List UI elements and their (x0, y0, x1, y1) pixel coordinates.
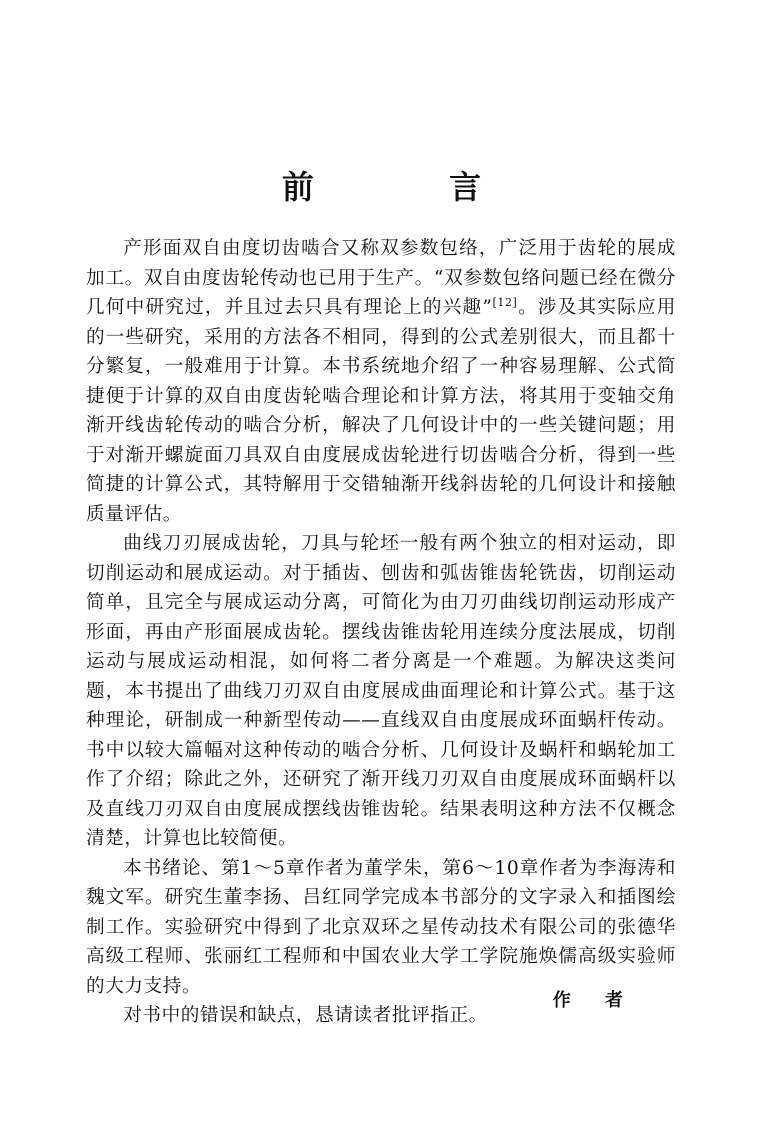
preface-body (86, 234, 676, 1031)
paragraph-3: 本书绪论、第1～5章作者为董学朱，第6～10章作者为李海涛和魏文军。研究生董李扬、吕红同学完成本书部分的文字录入和插图绘制工作。实验研究中得到了北京双环之星传动技术有限公司的张德华高级工程师、张丽红工程师和中国农业大学工学院施焕儒高级实验师的大力支持。 (86, 857, 676, 997)
paragraph-1-text-a: 产形面双自由度切齿啮合又称双参数包络，广泛用于齿轮的展成加工。双自由度齿轮传动也已用于生产。“双参数包络问题已经在微分几何中研究过，并且过去只具有理论上的兴趣” (86, 238, 676, 318)
paragraph-1-text-b: 。涉及其实际应用的一些研究，采用的方法各不相同，得到的公式差别很大，而且都十分繁复，一般难用于计算。本书系统地介绍了一种容易理解、公式简捷便于计算的双自由度齿轮啮合理论和计算方法，将其用于变轴交角渐开线齿轮传动的啮合分析，解决了几何设计中的一些关键问题；用于对渐开螺旋面刀具双自由度展成齿轮进行切齿啮合分析，得到一些简捷的计算公式，其特解用于交错轴渐开线斜齿轮的几何设计和接触质量评估。 (86, 297, 676, 525)
paragraph-1 (86, 234, 676, 529)
citation-reference: [12] (492, 296, 518, 309)
author-signature: 作 者 (552, 990, 637, 1011)
page-title: 前 言 (281, 168, 544, 206)
paragraph-2: 曲线刀刃展成齿轮，刀具与轮坯一般有两个独立的相对运动，即切削运动和展成运动。对于插齿、刨齿和弧齿锥齿轮铣齿，切削运动简单，且完全与展成运动分离，可简化为由刀刃曲线切削运动形成产形面，再由产形面展成齿轮。摆线齿锥齿轮用连续分度法展成，切削运动与展成运动相混，如何将二者分离是一个难题。为解决这类问题，本书提出了曲线刀刃双自由度展成曲面理论和计算公式。基于这种理论，研制成一种新型传动——直线双自由度展成环面蜗杆传动。书中以较大篇幅对这种传动的啮合分析、几何设计及蜗杆和蜗轮加工作了介绍；除此之外，还研究了渐开线刀刃双自由度展成环面蜗杆以及直线刀刃双自由度展成摆线齿锥齿轮。结果表明这种方法不仅概念清楚，计算也比较简便。 (86, 533, 676, 849)
paragraph-4: 对书中的错误和缺点，恳请读者批评指正。 (123, 1005, 488, 1026)
